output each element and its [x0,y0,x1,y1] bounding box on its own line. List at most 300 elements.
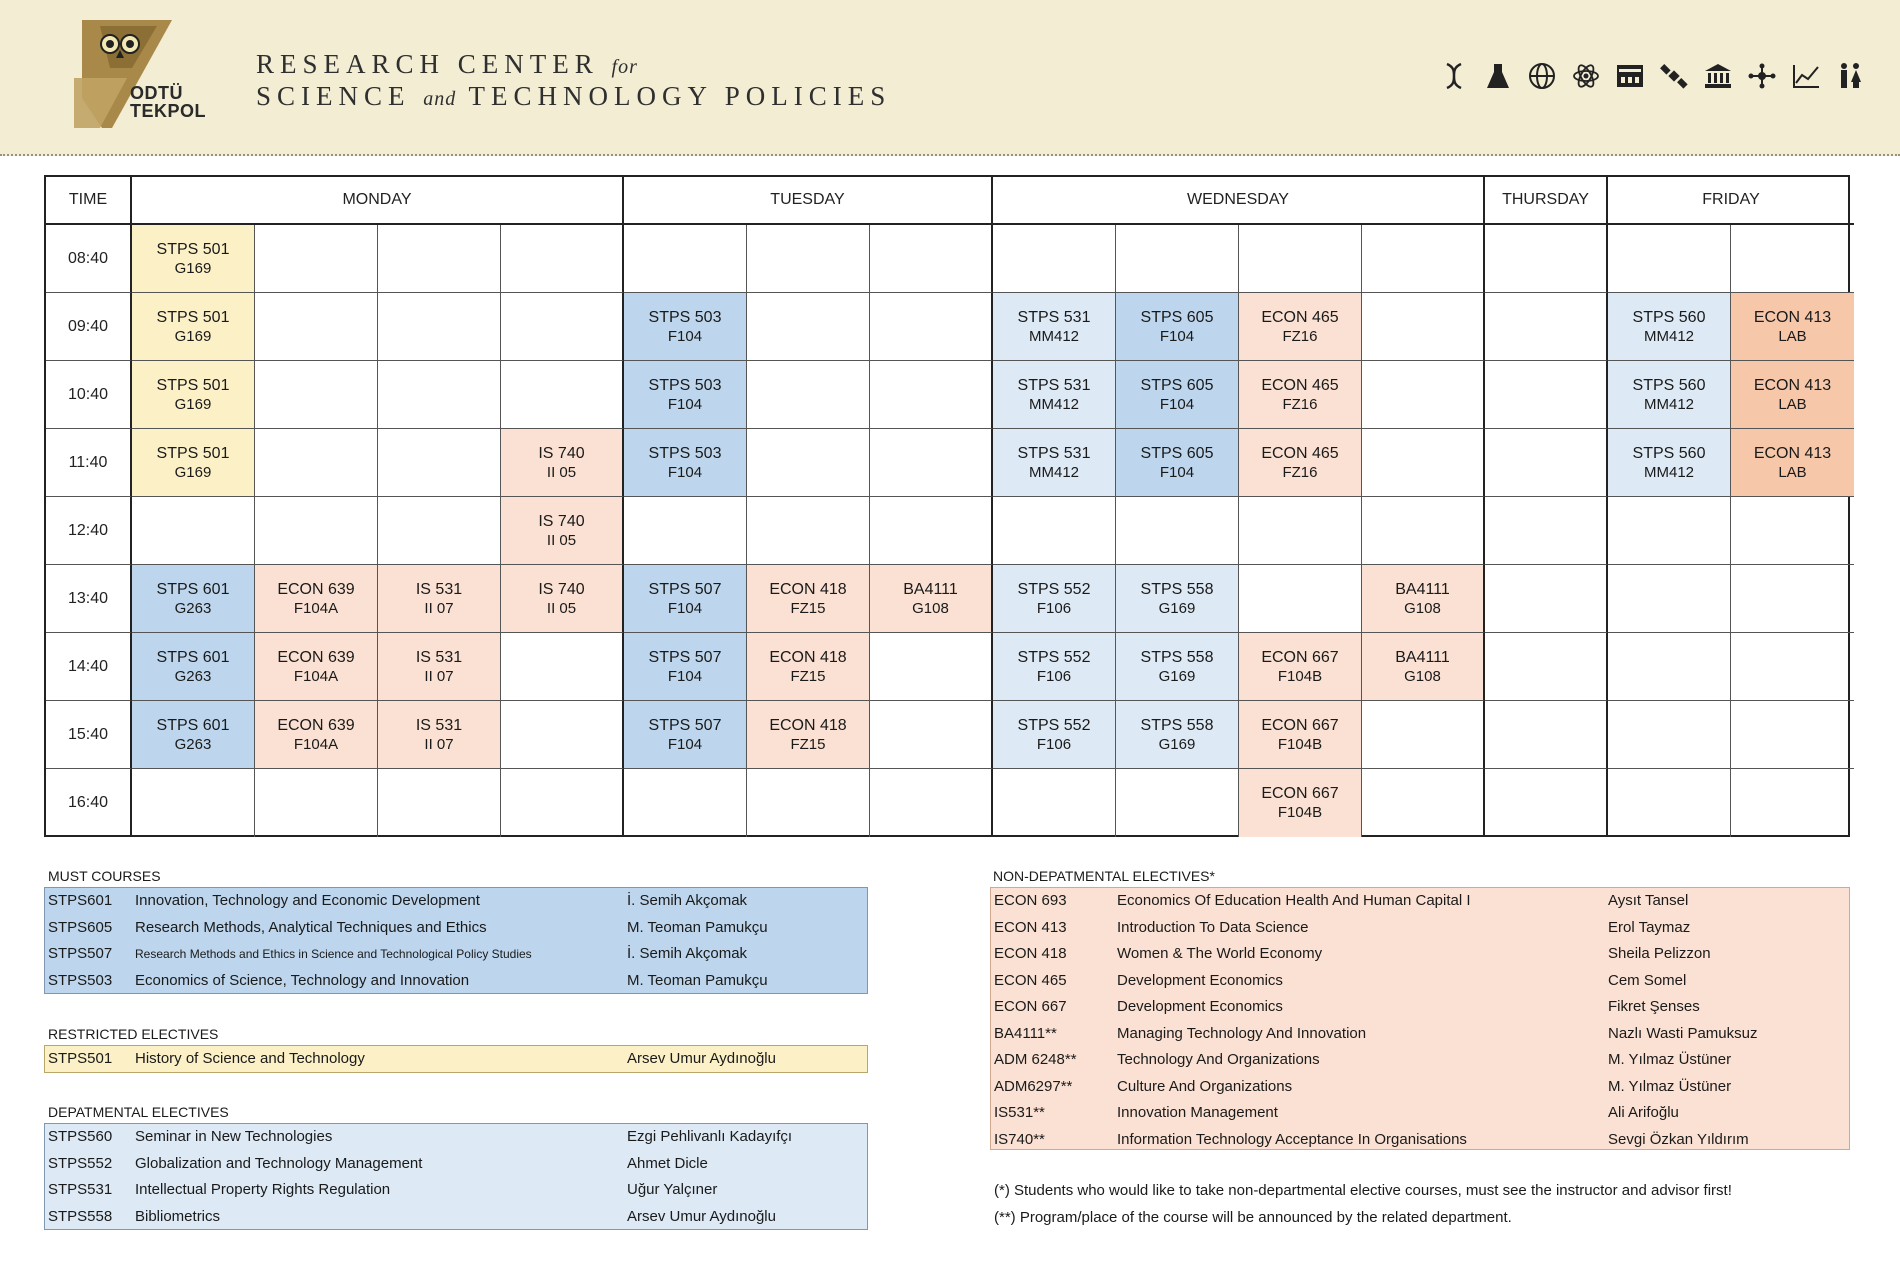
course-instructor: Aysıt Tansel [1608,892,1689,909]
restricted-electives-label: RESTRICTED ELECTIVES [48,1026,219,1042]
empty-cell [993,225,1116,293]
course-instructor: Sheila Pelizzon [1608,945,1711,962]
course-room: II 07 [424,599,454,617]
empty-cell [870,293,993,361]
course-code: ECON 418 [769,716,847,734]
course-room: FZ15 [790,735,826,753]
course-cell [624,633,747,701]
time-slot-label: 09:40 [46,293,132,361]
course-code: ECON 413 [1753,308,1832,326]
empty-cell [1485,497,1608,565]
course-room: F104 [1159,395,1195,413]
course-room: MM412 [1028,327,1080,345]
course-name: Women & The World Economy [1117,945,1323,962]
empty-cell [132,769,255,837]
course-room: G108 [912,599,949,617]
course-instructor: Ali Arifoğlu [1608,1104,1679,1121]
course-room: LAB [1778,463,1807,481]
course-row [45,915,867,942]
course-row [991,1127,1849,1154]
course-row [991,1100,1849,1127]
chart-line-icon [1784,60,1828,92]
empty-cell [255,293,378,361]
course-cell [993,633,1116,701]
course-room: LAB [1778,395,1807,413]
center-title [256,50,891,114]
course-cell [132,565,255,633]
title-and: and [423,88,457,110]
course-cell [1608,429,1731,497]
course-room: F104 [667,599,703,617]
empty-cell [501,769,624,837]
course-room: LAB [1778,327,1807,345]
course-name: Research Methods and Ethics in Science and Technological Policy Studies [135,947,532,961]
empty-cell [1485,565,1608,633]
course-code: STPS 560 [1632,376,1706,394]
empty-cell [132,497,255,565]
logo-line-2: TEKPOL [130,101,207,121]
course-code: STPS 605 [1140,376,1214,394]
course-instructor: Fikret Şenses [1608,998,1700,1015]
course-code: STPS 503 [648,308,722,326]
empty-cell [624,225,747,293]
time-slot-label: 13:40 [46,565,132,633]
course-code: STPS 531 [1017,444,1091,462]
empty-cell [870,225,993,293]
empty-cell [1239,497,1362,565]
course-cell [1731,361,1854,429]
course-code: STPS 503 [648,376,722,394]
course-name: Technology And Organizations [1117,1051,1320,1068]
course-cell [1362,565,1485,633]
course-row [45,888,867,915]
course-code: BA4111 [1395,580,1450,598]
course-cell [1116,633,1239,701]
course-instructor: M. Yılmaz Üstüner [1608,1077,1732,1095]
course-cell [132,429,255,497]
course-code: ECON 639 [277,648,355,666]
course-name: Innovation, Technology and Economic Development [135,892,480,909]
departmental-electives-table [44,1123,868,1230]
footnote-non-departmental: (*) Students who would like to take non-departmental elective courses, must see the instructor and advisor first! [994,1182,1732,1199]
course-room: F104 [1159,327,1195,345]
course-instructor: Sevgi Özkan Yıldırım [1608,1130,1749,1148]
course-room: II 05 [546,531,577,549]
footnote-program-place: (**) Program/place of the course will be announced by the related department. [994,1209,1512,1226]
course-cell [378,701,501,769]
course-name: Innovation Management [1117,1104,1278,1121]
course-cell [378,565,501,633]
empty-cell [624,769,747,837]
course-code: STPS 507 [648,648,722,666]
empty-cell [1116,497,1239,565]
course-code: ECON 413 [1753,376,1832,394]
empty-cell [1731,701,1854,769]
course-name: Economics of Science, Technology and Innovation [135,971,470,989]
course-code: IS 740 [538,512,585,530]
empty-cell [747,293,870,361]
course-code: ECON 413 [1753,444,1832,462]
course-row [991,968,1849,995]
empty-cell [1362,429,1485,497]
institution-icon [1696,60,1740,92]
empty-cell [747,361,870,429]
course-row [991,1021,1849,1048]
course-code: STPS 601 [156,648,230,666]
course-row [991,915,1849,942]
course-instructor: Nazlı Wasti Pamuksuz [1608,1024,1758,1042]
theme-icons [1432,60,1872,92]
empty-cell [501,701,624,769]
course-code: ECON 465 [1261,444,1339,462]
course-room: II 05 [546,463,577,481]
course-cell [993,361,1116,429]
course-room: MM412 [1643,463,1695,481]
time-slot-label: 12:40 [46,497,132,565]
course-row [991,941,1849,968]
empty-cell [255,225,378,293]
empty-cell [747,225,870,293]
course-code: BA4111 [903,580,958,598]
course-code: STPS 560 [1632,308,1706,326]
course-code: IS 740 [538,444,585,462]
course-name: Information Technology Acceptance In Organisations [1117,1130,1467,1148]
time-slot-label: 10:40 [46,361,132,429]
course-room: F104 [667,395,703,413]
network-icon [1740,60,1784,92]
departmental-electives-label: DEPATMENTAL ELECTIVES [48,1104,229,1120]
course-code: STPS 558 [1140,716,1214,734]
empty-cell [1485,361,1608,429]
title-technology: TECHNOLOGY POLICIES [468,81,892,111]
course-room: F104B [1277,735,1323,753]
course-room: F104 [667,735,703,753]
course-code: STPS 501 [156,240,230,258]
empty-cell [1485,293,1608,361]
empty-cell [747,769,870,837]
course-room: F104B [1277,667,1323,685]
course-code: IS740** [994,1130,1045,1148]
course-cell [255,633,378,701]
course-code: ECON 465 [1261,376,1339,394]
course-room: F106 [1036,667,1072,685]
course-code: IS 740 [538,580,585,598]
course-name: Introduction To Data Science [1117,918,1309,936]
course-code: STPS 501 [156,308,230,326]
course-room: G263 [174,667,212,685]
course-code: STPS503 [48,971,113,989]
course-room: MM412 [1028,395,1080,413]
course-cell [1239,361,1362,429]
course-code: IS 531 [415,580,463,598]
course-row [45,968,867,995]
day-header-tuesday: TUESDAY [624,177,993,225]
course-name: Development Economics [1117,998,1283,1015]
empty-cell [1362,769,1485,837]
course-code: BA4111** [994,1024,1057,1042]
empty-cell [1608,633,1731,701]
empty-cell [870,497,993,565]
course-row [45,1204,867,1231]
empty-cell [870,701,993,769]
course-cell [1116,361,1239,429]
course-code: ADM6297** [994,1077,1073,1095]
course-room: FZ15 [790,599,826,617]
course-code: STPS 552 [1017,648,1091,666]
must-courses-label: MUST COURSES [48,868,161,884]
course-room: FZ16 [1282,395,1318,413]
course-row [991,1047,1849,1074]
empty-cell [1608,701,1731,769]
must-courses-table [44,887,868,994]
course-code: ECON 413 [994,918,1067,936]
empty-cell [1608,225,1731,293]
course-code: ECON 639 [277,580,355,598]
course-cell [1731,293,1854,361]
course-name: Research Methods, Analytical Techniques and Ethics [135,918,487,936]
course-room: G263 [174,735,212,753]
course-cell [624,565,747,633]
course-cell [132,293,255,361]
course-code: ECON 667 [994,998,1067,1015]
course-code: STPS 501 [156,444,230,462]
course-cell [1239,769,1362,837]
empty-cell [1362,361,1485,429]
empty-cell [255,497,378,565]
empty-cell [993,769,1116,837]
course-room: FZ16 [1282,463,1318,481]
empty-cell [1608,497,1731,565]
course-cell [132,225,255,293]
flask-icon [1476,60,1520,92]
course-cell [993,565,1116,633]
course-row [45,941,867,968]
course-cell [132,361,255,429]
logo-line-1: ODTÜ [130,83,183,103]
empty-cell [1731,633,1854,701]
time-slot-label: 14:40 [46,633,132,701]
course-room: G169 [1158,667,1196,685]
empty-cell [747,429,870,497]
course-code: STPS507 [48,945,113,962]
course-cell [1239,633,1362,701]
course-cell [624,361,747,429]
course-row [45,1124,867,1151]
course-code: STPS 552 [1017,716,1091,734]
course-code: BA4111 [1395,648,1450,666]
course-code: ECON 465 [1261,308,1339,326]
course-code: STPS 503 [648,444,722,462]
day-header-monday: MONDAY [132,177,624,225]
dna-icon [1432,60,1476,92]
course-room: G169 [174,259,212,277]
course-room: II 07 [424,667,454,685]
course-instructor: M. Teoman Pamukçu [627,918,768,936]
course-row [45,1177,867,1204]
empty-cell [378,361,501,429]
non-departmental-electives-table [990,887,1850,1150]
course-cell [1116,701,1239,769]
empty-cell [870,769,993,837]
factory-icon [1608,60,1652,92]
empty-cell [501,361,624,429]
time-slot-label: 15:40 [46,701,132,769]
day-header-friday: FRIDAY [1608,177,1854,225]
empty-cell [1731,565,1854,633]
course-instructor: İ. Semih Akçomak [627,945,748,962]
course-cell [1239,293,1362,361]
course-name: Intellectual Property Rights Regulation [135,1181,391,1198]
empty-cell [255,769,378,837]
course-code: STPS 605 [1140,444,1214,462]
course-row [45,1151,867,1178]
globe-icon [1520,60,1564,92]
course-code: STPS531 [48,1181,113,1198]
course-code: STPS 605 [1140,308,1214,326]
time-header: TIME [46,177,132,225]
empty-cell [1116,769,1239,837]
course-code: STPS 601 [156,580,230,598]
empty-cell [378,769,501,837]
course-code: STPS 501 [156,376,230,394]
course-code: ECON 667 [1261,648,1339,666]
empty-cell [378,429,501,497]
course-cell [1116,293,1239,361]
course-room: F104A [293,667,339,685]
course-cell [1239,429,1362,497]
course-cell [1116,565,1239,633]
course-code: ADM 6248** [994,1051,1077,1068]
course-room: F106 [1036,599,1072,617]
course-room: MM412 [1028,463,1080,481]
course-code: STPS 601 [156,716,230,734]
course-code: STPS 558 [1140,580,1214,598]
satellite-icon [1652,60,1696,92]
course-cell [1608,293,1731,361]
day-header-wednesday: WEDNESDAY [993,177,1485,225]
course-row [991,1074,1849,1101]
empty-cell [1608,769,1731,837]
course-room: FZ15 [790,667,826,685]
course-code: STPS 552 [1017,580,1091,598]
course-room: G169 [1158,599,1196,617]
course-cell [501,497,624,565]
course-code: IS 531 [415,648,463,666]
empty-cell [255,361,378,429]
course-cell [1116,429,1239,497]
course-code: STPS 531 [1017,308,1091,326]
course-room: MM412 [1643,395,1695,413]
title-science: SCIENCE [256,81,411,111]
empty-cell [1239,225,1362,293]
course-instructor: Uğur Yalçıner [627,1181,718,1198]
empty-cell [870,429,993,497]
course-cell [624,429,747,497]
course-code: ECON 639 [277,716,355,734]
course-cell [993,701,1116,769]
course-code: STPS501 [48,1050,113,1067]
empty-cell [1485,633,1608,701]
course-cell [624,293,747,361]
course-row [991,888,1849,915]
empty-cell [1485,429,1608,497]
course-cell [747,701,870,769]
course-cell [624,701,747,769]
day-header-thursday: THURSDAY [1485,177,1608,225]
course-name: Culture And Organizations [1117,1077,1293,1095]
empty-cell [501,293,624,361]
course-cell [255,565,378,633]
course-name: Managing Technology And Innovation [1117,1024,1367,1042]
course-code: STPS560 [48,1128,113,1145]
empty-cell [1731,497,1854,565]
course-instructor: Ahmet Dicle [627,1154,708,1172]
course-cell [870,565,993,633]
empty-cell [1485,769,1608,837]
course-instructor: İ. Semih Akçomak [627,892,748,909]
course-cell [501,565,624,633]
course-room: F104 [667,667,703,685]
empty-cell [624,497,747,565]
title-for: for [611,56,638,78]
course-code: STPS552 [48,1154,113,1172]
course-room: II 05 [546,599,577,617]
empty-cell [501,633,624,701]
course-name: Economics Of Education Health And Human Capital I [1117,892,1471,909]
course-code: ECON 693 [994,892,1067,909]
course-code: STPS605 [48,918,113,936]
empty-cell [378,497,501,565]
course-room: G169 [174,327,212,345]
course-name: Globalization and Technology Management [135,1154,423,1172]
course-code: IS531** [994,1104,1045,1121]
course-instructor: Cem Somel [1608,971,1687,989]
course-room: G263 [174,599,212,617]
course-name: Bibliometrics [135,1207,221,1225]
course-cell [747,565,870,633]
course-name: History of Science and Technology [135,1050,365,1067]
course-cell [993,293,1116,361]
course-code: ECON 667 [1261,785,1339,802]
empty-cell [1116,225,1239,293]
course-cell [993,429,1116,497]
course-room: F106 [1036,735,1072,753]
course-cell [255,701,378,769]
empty-cell [1362,497,1485,565]
course-instructor: M. Yılmaz Üstüner [1608,1051,1732,1068]
course-code: STPS 507 [648,716,722,734]
non-departmental-electives-label: NON-DEPATMENTAL ELECTIVES* [993,868,1215,884]
empty-cell [378,225,501,293]
course-room: F104A [293,735,339,753]
course-row [991,994,1849,1021]
restricted-electives-table [44,1045,868,1073]
course-code: ECON 418 [994,945,1067,962]
empty-cell [1485,225,1608,293]
time-slot-label: 16:40 [46,769,132,837]
empty-cell [1731,225,1854,293]
course-instructor: Arsev Umur Aydınoğlu [627,1207,776,1225]
course-code: ECON 667 [1261,716,1339,734]
course-instructor: Ezgi Pehlivanlı Kadayıfçı [627,1128,793,1145]
course-room: FZ16 [1282,327,1318,345]
course-room: G169 [1158,735,1196,753]
course-room: G108 [1404,599,1441,617]
empty-cell [1239,565,1362,633]
course-cell [501,429,624,497]
people-icon [1828,60,1872,92]
course-cell [132,633,255,701]
